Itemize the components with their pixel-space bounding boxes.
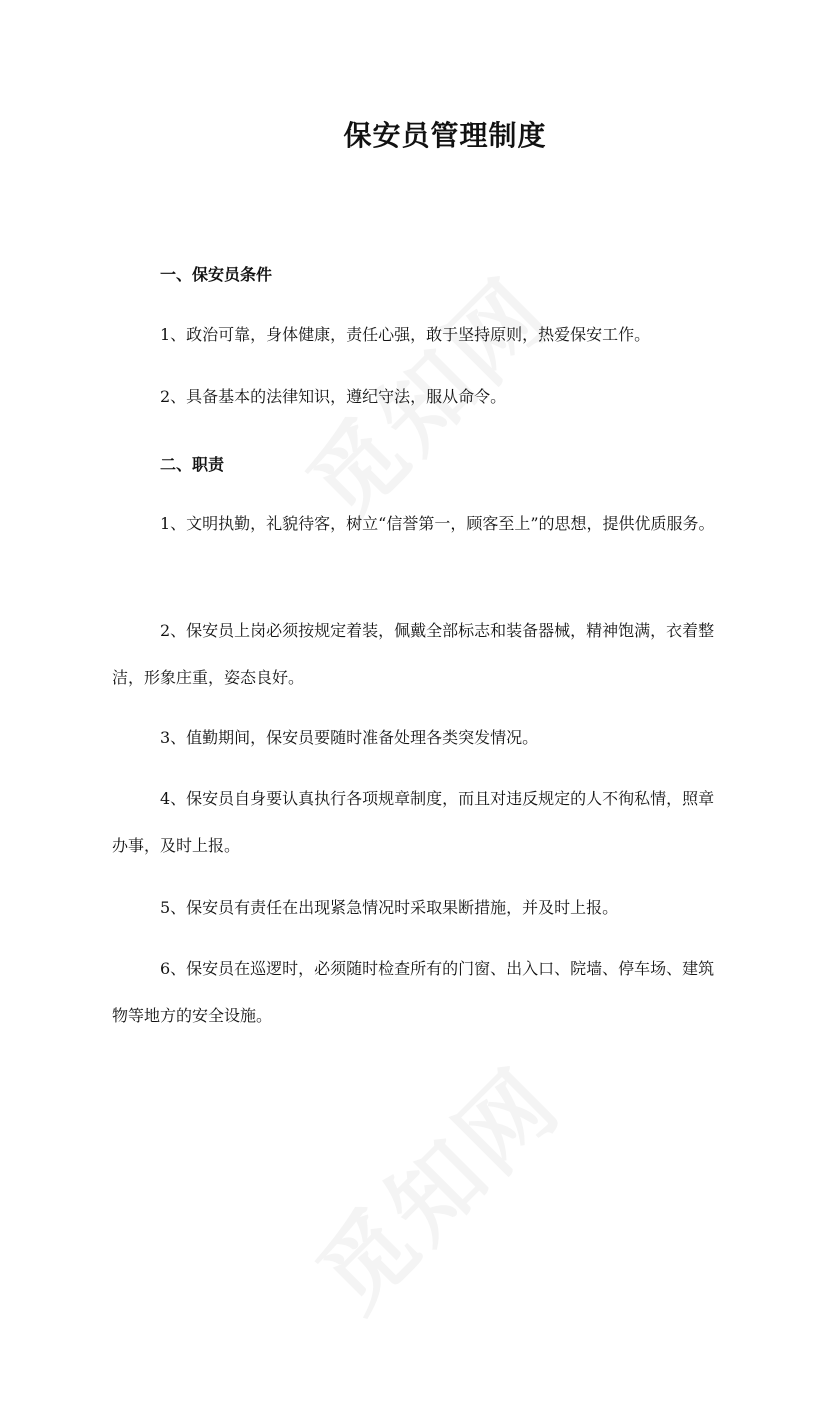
page-title: 保安员管理制度 xyxy=(343,119,547,152)
duty-item-5: 5、保安员有责任在出现紧急情况时采取果断措施，并及时上报。 xyxy=(160,898,619,917)
condition-item-1: 1、政治可靠，身体健康，责任心强，敢于坚持原则，热爱保安工作。 xyxy=(160,325,651,344)
duty-item-1: 1、文明执勤，礼貌待客，树立“信誉第一，顾客至上”的思想，提供优质服务。 xyxy=(160,514,715,533)
section-heading-conditions: 一、保安员条件 xyxy=(160,265,273,284)
duty-item-6: 6、保安员在巡逻时，必须随时检查所有的门窗、出入口、院墙、停车场、建筑物等地方的安全设施。 xyxy=(112,959,715,1025)
condition-item-2: 2、具备基本的法律知识，遵纪守法，服从命令。 xyxy=(160,387,507,406)
duty-item-4: 4、保安员自身要认真执行各项规章制度，而且对违反规定的人不徇私情，照章办事，及时上报。 xyxy=(112,789,715,855)
section-heading-duties: 二、职责 xyxy=(160,455,225,474)
duty-item-3: 3、值勤期间，保安员要随时准备处理各类突发情况。 xyxy=(160,728,539,747)
duty-item-2: 2、保安员上岗必须按规定着装，佩戴全部标志和装备器械，精神饱满，衣着整洁，形象庄重，姿态良好。 xyxy=(112,621,715,687)
